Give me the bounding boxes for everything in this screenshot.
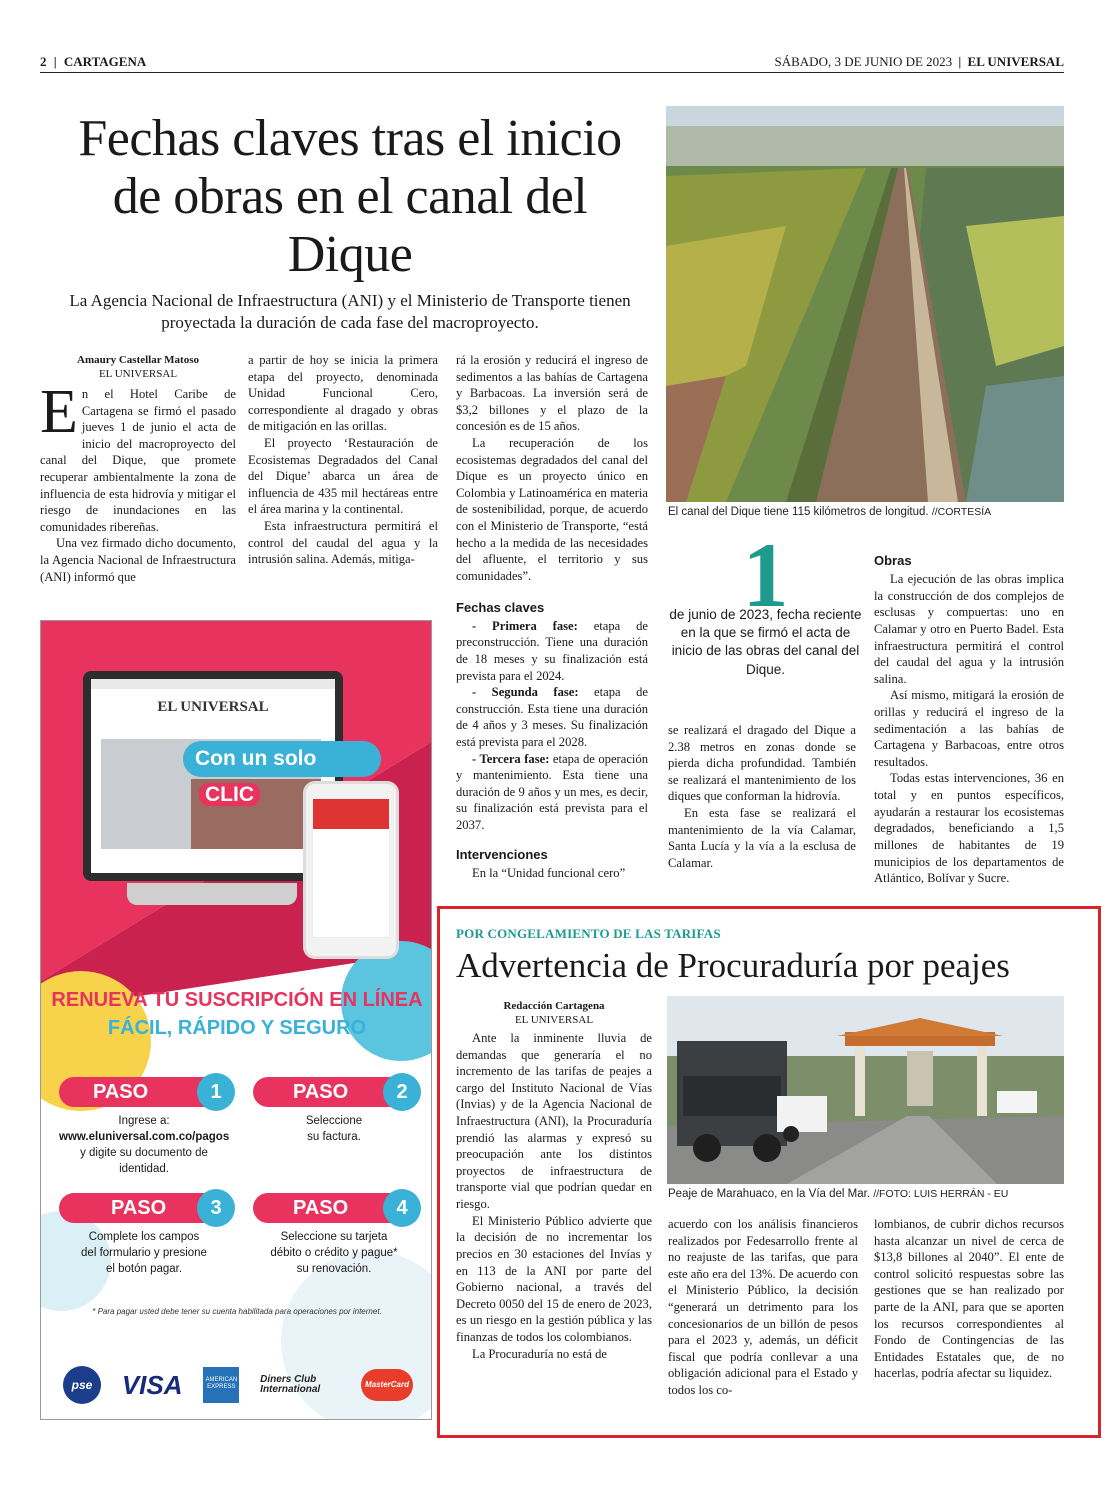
ad-phone <box>303 781 399 959</box>
article2-column-3 <box>874 1216 1064 1382</box>
article2-headline: Advertencia de Procuraduría por peajes <box>456 946 1010 985</box>
paper-name: EL UNIVERSAL <box>967 54 1064 69</box>
article-column-1 <box>40 378 236 585</box>
page-header-left: 2 | CARTAGENA <box>40 54 147 69</box>
phase-item: - Tercera fase: etapa de operación y mantenimiento. Esta tiene una duración de 9 años y un mes, es decir, su finalización está prevista para el 2037. <box>456 751 649 832</box>
mastercard-logo: MasterCard <box>361 1369 413 1401</box>
drop-cap: E <box>40 378 78 446</box>
article-deck: La Agencia Nacional de Infraestructura (ANI) y el Ministerio de Transporte tienen proyectada la duración de cada fase del macroproyecto. <box>69 291 631 333</box>
ad-step-3: PASO 3 Complete los campos del formulario y presione el botón pagar. <box>59 1193 229 1277</box>
ad-payment-logos <box>63 1365 413 1405</box>
page-number: 2 <box>40 54 47 69</box>
ad-headline-1: RENUEVA TU SUSCRIPCIÓN EN LÍNEA <box>51 989 423 1011</box>
ad-step-number: 1 <box>197 1073 235 1111</box>
ad-step-1: PASO 1 Ingrese a: www.eluniversal.com.co/pagos y digite su documento de identidad. <box>59 1077 229 1177</box>
article-paragraph: La ejecución de las obras implica la construcción de dos complejos de esclusas y compuertas: uno en Calamar y otro en Puerto Badel. Esta infraestructura permitirá el control del caudal del agua y la intrusión salina. <box>874 572 1064 686</box>
ad-screen-brand: EL UNIVERSAL <box>157 699 269 715</box>
article-column-3 <box>456 352 648 881</box>
subhead-obras: Obras <box>874 553 912 568</box>
article2-byline <box>456 1000 652 1028</box>
toll-photo-caption: Peaje de Marahuaco, en la Vía del Mar. //FOTO: LUIS HERRÁN - EU <box>668 1188 1009 1200</box>
article-column-4 <box>668 722 856 871</box>
photo-credit: //FOTO: LUIS HERRÁN - EU <box>873 1188 1009 1200</box>
article-paragraph: Todas estas intervenciones, 36 en total y en puntos específicos, ayudarán a restaurar los ecosistemas degradados, beneficiando a 1,5 millones de habitantes de 19 municipios de los departamentos de Atlántico, Bolívar y Sucre. <box>874 771 1064 886</box>
article-paragraph: a partir de hoy se inicia la primera etapa del proyecto, denominada Unidad Funcional Cero, correspondiente al dragado y obras de mitigación en las orillas. <box>248 353 438 434</box>
ad-headline-2: FÁCIL, RÁPIDO Y SEGURO <box>107 1017 367 1039</box>
pse-logo: pse <box>63 1366 101 1404</box>
article2-kicker: POR CONGELAMIENTO DE LAS TARIFAS <box>456 926 721 941</box>
canal-aerial-image <box>666 106 1064 502</box>
author-name: Amaury Castellar Matoso <box>77 354 199 366</box>
big-number-caption: de junio de 2023, fecha reciente en la que se firmó el acta de inicio de las obras del canal del Dique. <box>669 607 862 677</box>
photo-credit: //CORTESÍA <box>931 506 992 518</box>
article-headline: Fechas claves tras el inicio de obras en el canal del Dique <box>78 110 622 284</box>
page-header-right: SÁBADO, 3 DE JUNIO DE 2023 | EL UNIVERSAL <box>774 54 1064 69</box>
ad-step-number: 4 <box>383 1189 421 1227</box>
article-paragraph: lombianos, de cubrir dichos recursos hasta alcanzar un nivel de cerca de $13,8 billones al 2040”. El ente de control solicitó respuestas sobre las gestiones que se han realizado por parte de la ANI, para que se aporten los recursos correspondientes al Fondo de Contingencias de las Entidades Estatales que, de no hacerlas, podría afectar su liquidez. <box>874 1217 1064 1381</box>
amex-logo: AMERICAN EXPRESS <box>203 1367 239 1403</box>
ad-step-number: 3 <box>197 1189 235 1227</box>
toll-booth-image <box>667 996 1064 1184</box>
phase-item: - Segunda fase: etapa de construcción. Esta tiene una duración de 4 años y 3 meses. Su finalización está prevista para el 2028. <box>456 685 648 749</box>
visa-logo: VISA <box>121 1369 183 1400</box>
article-paragraph: La Procuraduría no está de <box>472 1346 607 1361</box>
section-name: CARTAGENA <box>63 54 147 69</box>
article-column-5 <box>874 552 1064 887</box>
author-name: Redacción Cartagena <box>503 1000 605 1012</box>
article-paragraph: acuerdo con los análisis financieros realizados por Fedesarrollo frente al no reajuste de las tarifas, que para este año era del 13%. De acuerdo con el Ministerio Público, la decisión “generará un detrimento para los concesionarios de un billón de pesos para el 2023 y, además, un déficit fiscal que podría conllevar a una obligación adicional para el Estado y todos los co- <box>668 1217 858 1398</box>
ad-monitor-stand <box>127 883 297 905</box>
toll-photo <box>667 996 1064 1184</box>
article-paragraph: El Ministerio Público advierte que la decisión de no incrementar los precios en 30 estaciones del Invías y en 113 de la ANI por parte del Gobierno nacional, a través del Decreto 0050 del 15 de enero de 2023, es un riesgo en la gestión pública y las finanzas de todos los colombianos. <box>456 1213 652 1344</box>
author-outlet: EL UNIVERSAL <box>98 367 178 380</box>
article2-column-1 <box>456 1030 652 1362</box>
canal-photo <box>666 106 1064 502</box>
author-outlet: EL UNIVERSAL <box>514 1013 594 1026</box>
phase-item: - Primera fase: etapa de preconstrucción. Tiene una duración de 18 meses y su finalización está prevista para el 2024. <box>456 618 649 683</box>
diners-logo: Diners Club International <box>260 1373 321 1395</box>
article-column-2 <box>248 352 438 568</box>
article-paragraph: En el Hotel Caribe de Cartagena se firmó el pasado jueves 1 de junio el acta de inicio del macroproyecto del canal del Dique, que promete recuperar ambientalmente la zona de influencia de esta hidrovía y mitigar el riesgo de inundaciones en las comunidades ribereñas. <box>40 378 236 534</box>
article-paragraph: rá la erosión y reducirá el ingreso de sedimentos a las bahías de Cartagena y Barbacoas. La inversión será de $3,2 billones y el plazo de la concesión es de 15 años. <box>456 353 648 434</box>
issue-date: SÁBADO, 3 DE JUNIO DE 2023 <box>774 54 953 69</box>
article-paragraph: se realizará el dragado del Dique a 2.38 metros en zonas donde se pierda dicha profundidad. También se realizará el mantenimiento de los diques que conforman la hidrovía. <box>668 723 856 804</box>
article-paragraph: Ante la inminente lluvia de demandas que generaría el no incremento de las tarifas de peajes a cargo del Instituto Nacional de Vías (Invias) y de la Agencia Nacional de Infraestructura (ANI), la Procuraduría prendió las alarmas y expresó su preocupación ante los distintos proyectos de infraestructura de transporte vial que podrían quedar en riesgo. <box>456 1031 652 1212</box>
article-paragraph: Así mismo, mitigará la erosión de orillas y reducirá el ingreso de la sedimentación a las bahías de Cartagena y Barbacoas, entre otros resultados. <box>874 688 1064 769</box>
ad-clic-pill: Con un solo CLIC <box>183 741 381 777</box>
subhead-intervenciones: Intervenciones <box>456 846 548 862</box>
article-paragraph: Una vez firmado dicho documento, la Agencia Nacional de Infraestructura (ANI) informó que <box>40 536 236 584</box>
article-paragraph: La recuperación de los ecosistemas degradados del canal del Dique es un proyecto único en Colombia y Latinoamérica en materia de sostenibilidad, porque, de acuerdo con el Ministerio de Transporte, “está hecho a la medida de las necesidades del afluente, el territorio y sus comunidades”. <box>456 436 648 583</box>
article-paragraph: El proyecto ‘Restauración de Ecosistemas Degradados del Canal del Dique’ abarca un área de influencia de 435 mil hectáreas entre el área marina y la continental. <box>248 436 438 517</box>
subhead-fechas: Fechas claves <box>456 599 545 615</box>
ad-clic-word: CLIC <box>199 783 260 806</box>
article-paragraph: En esta fase se realizará el mantenimiento de la vía Calamar, Santa Lucía y la vía a la esclusa de Calamar. <box>668 806 856 870</box>
ad-step-2: PASO 2 Seleccione su factura. <box>253 1077 415 1145</box>
subscription-ad[interactable] <box>40 620 432 1420</box>
canal-photo-caption: El canal del Dique tiene 115 kilómetros de longitud. //CORTESÍA <box>668 506 992 518</box>
big-number: 1 <box>742 524 789 626</box>
article-paragraph: En la “Unidad funcional cero” <box>472 865 626 880</box>
header-rule <box>40 72 1064 73</box>
ad-step-number: 2 <box>383 1073 421 1111</box>
ad-step-4: PASO 4 Seleccione su tarjeta débito o crédito y pague* su renovación. <box>253 1193 415 1277</box>
article2-column-2 <box>668 1216 858 1399</box>
ad-footnote: * Para pagar usted debe tener su cuenta habilitada para operaciones por internet. <box>92 1307 382 1316</box>
article-paragraph: Esta infraestructura permitirá el control del caudal del agua y la intrusión salina. Además, mitiga- <box>248 519 438 567</box>
